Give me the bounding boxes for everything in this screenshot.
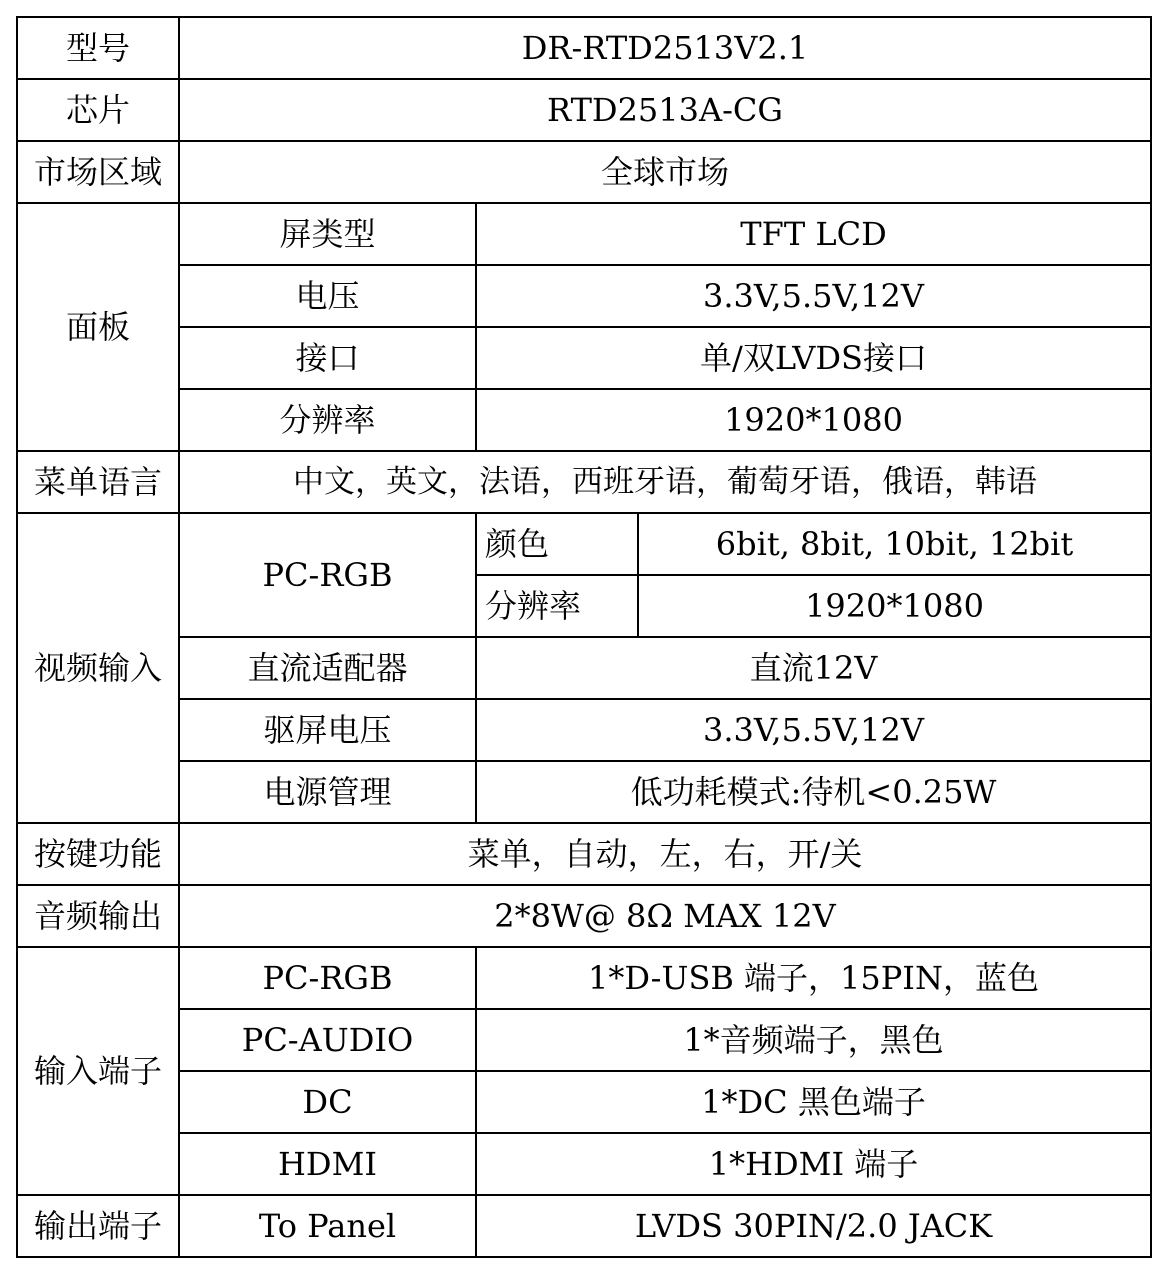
table-row [17, 141, 1151, 203]
table-row [17, 823, 1151, 885]
power-management-label: 电源管理 [179, 761, 476, 823]
video-pc-rgb-label: PC-RGB [179, 513, 476, 637]
panel-interface-label: 接口 [179, 327, 476, 389]
model-label: 型号 [17, 17, 179, 79]
input-pc-rgb-label: PC-RGB [179, 947, 476, 1009]
drive-voltage-value: 3.3V,5.5V,12V [476, 699, 1151, 761]
menu-language-label: 菜单语言 [17, 451, 179, 513]
screen-type-value: TFT LCD [476, 203, 1151, 265]
output-ports-label: 输出端子 [17, 1195, 179, 1257]
table-row [17, 1133, 1151, 1195]
input-hdmi-value: 1*HDMI 端子 [476, 1133, 1151, 1195]
video-input-label: 视频输入 [17, 513, 179, 823]
color-depth-value: 6bit, 8bit, 10bit, 12bit [638, 513, 1151, 575]
menu-language-value: 中文，英文，法语，西班牙语，葡萄牙语，俄语，韩语 [179, 451, 1151, 513]
dc-adapter-label: 直流适配器 [179, 637, 476, 699]
market-value: 全球市场 [179, 141, 1151, 203]
color-depth-label: 颜色 [476, 513, 638, 575]
model-value: DR-RTD2513V2.1 [179, 17, 1151, 79]
screen-type-label: 屏类型 [179, 203, 476, 265]
panel-resolution-value: 1920*1080 [476, 389, 1151, 451]
panel-voltage-label: 电压 [179, 265, 476, 327]
panel-voltage-value: 3.3V,5.5V,12V [476, 265, 1151, 327]
input-hdmi-label: HDMI [179, 1133, 476, 1195]
table-row [17, 327, 1151, 389]
chip-label: 芯片 [17, 79, 179, 141]
input-dc-label: DC [179, 1071, 476, 1133]
spec-table [16, 16, 1152, 1258]
audio-output-label: 音频输出 [17, 885, 179, 947]
table-row [17, 947, 1151, 1009]
panel-resolution-label: 分辨率 [179, 389, 476, 451]
to-panel-value: LVDS 30PIN/2.0 JACK [476, 1195, 1151, 1257]
table-row [17, 1195, 1151, 1257]
table-row [17, 265, 1151, 327]
dc-adapter-value: 直流12V [476, 637, 1151, 699]
table-row [17, 885, 1151, 947]
chip-value: RTD2513A-CG [179, 79, 1151, 141]
table-row [17, 79, 1151, 141]
video-resolution-label: 分辨率 [476, 575, 638, 637]
input-pc-audio-label: PC-AUDIO [179, 1009, 476, 1071]
key-function-label: 按键功能 [17, 823, 179, 885]
video-resolution-value: 1920*1080 [638, 575, 1151, 637]
table-row [17, 699, 1151, 761]
panel-interface-value: 单/双LVDS接口 [476, 327, 1151, 389]
table-row [17, 203, 1151, 265]
table-row [17, 637, 1151, 699]
market-label: 市场区域 [17, 141, 179, 203]
table-row [17, 389, 1151, 451]
table-row [17, 513, 1151, 575]
table-row [17, 17, 1151, 79]
drive-voltage-label: 驱屏电压 [179, 699, 476, 761]
table-row [17, 451, 1151, 513]
input-dc-value: 1*DC 黑色端子 [476, 1071, 1151, 1133]
table-row [17, 761, 1151, 823]
power-management-value: 低功耗模式:待机<0.25W [476, 761, 1151, 823]
input-pc-audio-value: 1*音频端子，黑色 [476, 1009, 1151, 1071]
input-ports-label: 输入端子 [17, 947, 179, 1195]
panel-label: 面板 [17, 203, 179, 451]
audio-output-value: 2*8W@ 8Ω MAX 12V [179, 885, 1151, 947]
table-row [17, 1071, 1151, 1133]
input-pc-rgb-value: 1*D-USB 端子，15PIN，蓝色 [476, 947, 1151, 1009]
table-row [17, 1009, 1151, 1071]
key-function-value: 菜单，自动，左，右，开/关 [179, 823, 1151, 885]
to-panel-label: To Panel [179, 1195, 476, 1257]
